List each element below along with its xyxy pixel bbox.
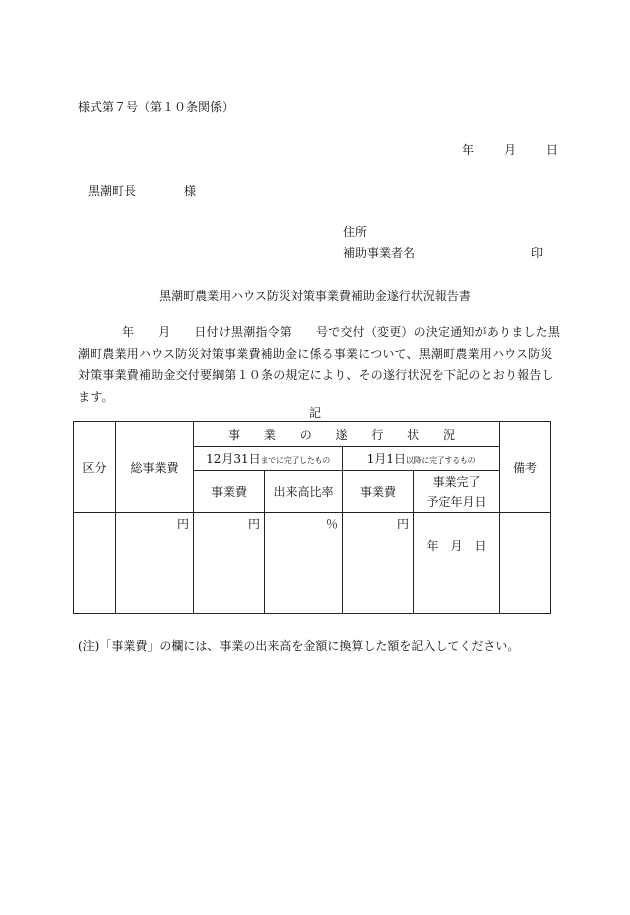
progress-status-table [73,421,551,614]
ki-marker: 記 [308,406,321,420]
addressee [88,182,196,199]
footnote: (注)「事業費」の欄には、事業の出来高を金額に換算した額を記入してください。 [78,639,520,653]
header-progress: 事 業 の 遂 行 状 況 [194,422,500,447]
body-paragraph [78,322,564,408]
body-year: 年 [122,325,135,339]
period-1-note: までに完了したもの [260,456,330,465]
period-1-date: 12月31日 [206,452,261,466]
cell-remarks[interactable] [500,513,551,614]
subheader-ratio: 出来高比率 [265,471,343,513]
subheader-cost-2: 事業費 [343,471,414,513]
header-period-2 [343,447,500,471]
addressee-name: 黒潮町長 [88,184,137,198]
cell-cost-1[interactable]: 円 [194,513,265,614]
completion-label-2: 予定年月日 [426,494,487,509]
header-period-1 [194,447,343,471]
period-2-note: 以降に完了するもの [405,456,476,465]
cell-total-cost[interactable]: 円 [116,513,194,614]
cell-cost-2[interactable]: 円 [343,513,414,614]
period-2-date: 1月1日 [366,452,406,466]
header-total-cost: 総事業費 [116,422,194,513]
addressee-honorific: 様 [184,184,197,198]
body-number-suffix: 号で交付（変更）の決定通知がありました黒潮町農業用ハウス防災対策事業費補助金に係る事業について、黒潮町農業用ハウス防災対策事業費補助金交付要綱第１０条の規定により、その遂行状況を下記のとおり報告します。 [78,325,561,404]
body-month: 月 [158,325,171,339]
header-remarks: 備考 [500,422,551,513]
cell-completion-date[interactable] [414,513,500,614]
applicant-name-label: 補助事業者名 [343,246,416,260]
date-month: 月 [504,143,517,157]
body-rest: 日付け黒潮指令第 [194,325,293,339]
document-title: 黒潮町農業用ハウス防災対策事業費補助金遂行状況報告書 [159,289,471,303]
address-label: 住所 [343,225,368,239]
cell-ratio[interactable]: ％ [265,513,343,614]
header-kubun: 区分 [74,422,116,513]
seal-mark: 印 [531,246,544,260]
subheader-cost-1: 事業費 [194,471,265,513]
date-line [462,141,558,158]
subheader-completion-date [414,471,500,513]
date-year: 年 [462,143,475,157]
completion-label-1: 事業完了 [432,474,481,489]
date-day: 日 [546,143,559,157]
form-number: 様式第７号（第１０条関係） [78,100,235,114]
cell-kubun[interactable] [74,513,116,614]
completion-date-placeholder: 年 月 日 [426,539,487,553]
